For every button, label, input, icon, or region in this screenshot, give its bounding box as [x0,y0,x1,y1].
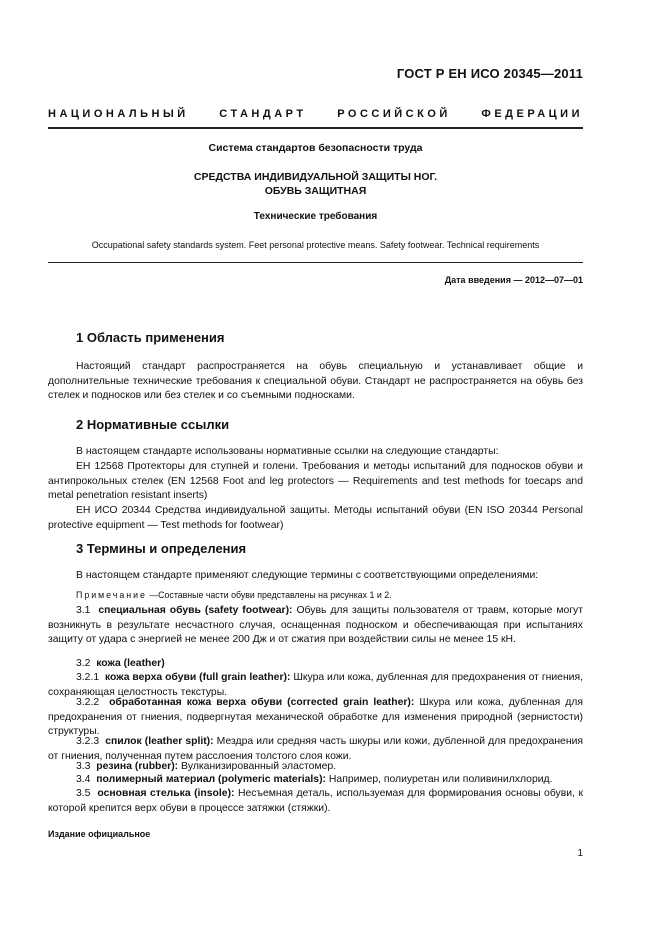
term-number: 3.2 [76,658,91,669]
term-definition: Обувь для защиты пользователя от травм, которые могут возникнуть в результате несчастного случая, оснащенная подноском и обеспечивающая при испытаниях защиту от удара с энергией не менее 200 Дж и от сжатия при воздействии силы не менее 15 кН. [48,605,583,646]
section-2-heading: 2 Нормативные ссылки [76,417,230,432]
term-name: резина (rubber): [96,761,179,772]
term-name: полимерный материал (polymeric materials): [96,774,327,785]
title-rule [48,262,583,263]
national-standard-banner: НАЦИОНАЛЬНЫЙ СТАНДАРТ РОССИЙСКОЙ ФЕДЕРАЦИИ [48,108,583,120]
term-number: 3.2.1 [76,672,100,683]
term-3-4 [48,773,583,788]
term-number: 3.1 [76,605,91,616]
header-rule [48,127,583,129]
term-3-5 [48,787,583,816]
term-name: основная стелька (insole): [97,788,235,799]
term-name: кожа (leather) [96,658,165,669]
section-1-text: Настоящий стандарт распространяется на обувь специальную и устанавливает общие и дополнительные технические требования к специальной обуви. Стандарт не распространяется на обувь без стелек и подносков или без стелек и со съемными подносками. [48,361,583,402]
section-2-intro: В настоящем стандарте использованы нормативные ссылки на следующие стандарты: [76,446,499,457]
section-1-heading: 1 Область применения [76,330,225,345]
term-3-1 [48,604,583,648]
note-label: Примечание [76,590,147,600]
term-3-2-2 [48,696,583,740]
official-edition-label: Издание официальное [48,829,151,839]
term-definition: Шкура или кожа, дубленная для предохранения от гниения, сохраняющая целостность текстуры. [48,672,584,698]
term-definition: Несъемная деталь, используемая для формирования основы обуви, к которой крепится верх обуви в процессе затяжки (стяжки). [48,788,583,814]
main-title-line-2: ОБУВЬ ЗАЩИТНАЯ [264,185,367,197]
term-name: обработанная кожа верха обуви (corrected grain leather): [109,697,415,708]
term-definition: Мездра или средняя часть шкуры или кожи, дубленной для предохранения от гниения, полученная путем расслоения толстого слоя кожи. [48,736,584,762]
section-3-heading: 3 Термины и определения [76,541,247,556]
term-definition: Например, полиуретан или поливинилхлорид. [328,774,553,785]
note [76,590,392,600]
english-title: Occupational safety standards system. Feet personal protective means. Safety footwear. Technical requirements [91,240,540,250]
term-number: 3.2.3 [76,736,100,747]
subtitle: Технические требования [253,211,378,222]
term-number: 3.3 [76,761,91,772]
term-number: 3.4 [76,774,91,785]
term-number: 3.2.2 [76,697,100,708]
term-definition: Шкура или кожа, дубленная для предохранения от гниения, подвергнутая механической обработке для изменения природной (зернистости) структуры. [48,697,584,738]
term-definition: Вулканизированный эластомер. [181,761,337,772]
normative-ref-1: ЕН 12568 Протекторы для ступней и голени. Требования и методы испытаний для подносков обуви и антипрокольных стелек (EN 12568 Foot and leg protectors — Requirements and test methods for toecaps and metal penetration resistant inserts) [48,461,583,502]
term-name: кожа верха обуви (full grain leather): [104,672,291,683]
term-name: спилок (leather split): [105,736,214,747]
main-title [48,170,583,198]
term-name: специальная обувь (safety footwear): [98,605,293,616]
introduction-date: Дата введения — 2012—07—01 [444,275,583,285]
page-number: 1 [577,848,583,859]
document-id: ГОСТ Р ЕН ИСО 20345—2011 [396,66,583,81]
term-number: 3.5 [76,788,91,799]
section-3-intro: В настоящем стандарте применяют следующие термины с соответствующими определениями: [76,570,539,581]
normative-ref-2: ЕН ИСО 20344 Средства индивидуальной защиты. Методы испытаний обуви (EN ISO 20344 Personal protective equipment — Test methods for footwear) [48,505,583,531]
main-title-line-1: СРЕДСТВА ИНДИВИДУАЛЬНОЙ ЗАЩИТЫ НОГ. [193,171,438,183]
standards-system-title: Система стандартов безопасности труда [208,142,423,154]
note-text: —Составные части обуви представлены на рисунках 1 и 2. [149,590,392,600]
term-3-2 [48,657,583,672]
